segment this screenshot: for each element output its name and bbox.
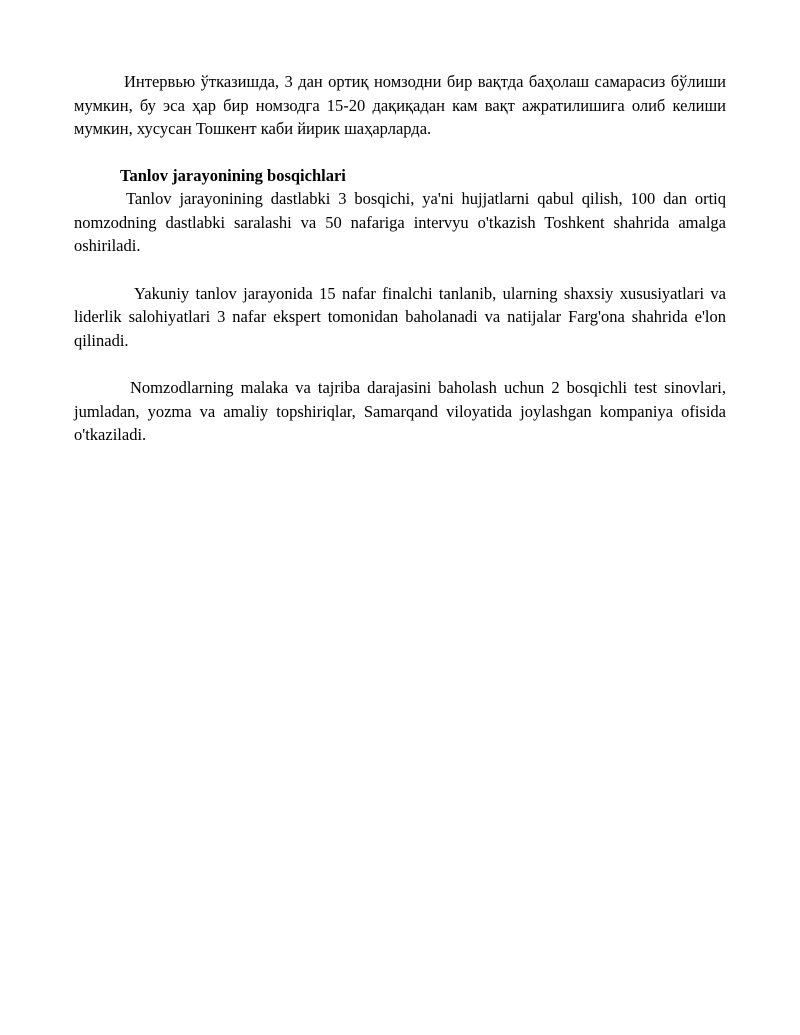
paragraph-final-selection: Yakuniy tanlov jarayonida 15 nafar finalchi tanlanib, ularning shaxsiy xususiyatlari va liderlik salohiyatlari 3 nafar ekspert tomonidan baholanadi va natijalar Farg'ona shahrida e'lon qilinadi. [74, 283, 726, 350]
paragraph-interview: Интервью ўтказишда, 3 дан ортиқ номзодни бир вақтда баҳолаш самарасиз бўлиши мумкин, бу эса ҳар бир номзодга 15-20 дақиқадан кам вақт ажратилишига олиб келиши мумкин, хусусан Тошкент каби йирик шаҳарларда. [74, 72, 726, 138]
document-body [74, 70, 726, 447]
section-heading: Tanlov jarayonining bosqichlari [120, 165, 346, 185]
paragraph-testing: Nomzodlarning malaka va tajriba darajasini baholash uchun 2 bosqichli test sinovlari, jumladan, yozma va amaliy topshiriqlar, Samarqand viloyatida joylashgan kompaniya ofisida o'tkaziladi. [74, 378, 726, 444]
paragraph-initial-stages: Tanlov jarayonining dastlabki 3 bosqichi, ya'ni hujjatlarni qabul qilish, 100 dan ortiq nomzodning dastlabki saralashi va 50 nafariga intervyu o'tkazish Toshkent shahrida amalga oshiriladi. [74, 189, 726, 255]
